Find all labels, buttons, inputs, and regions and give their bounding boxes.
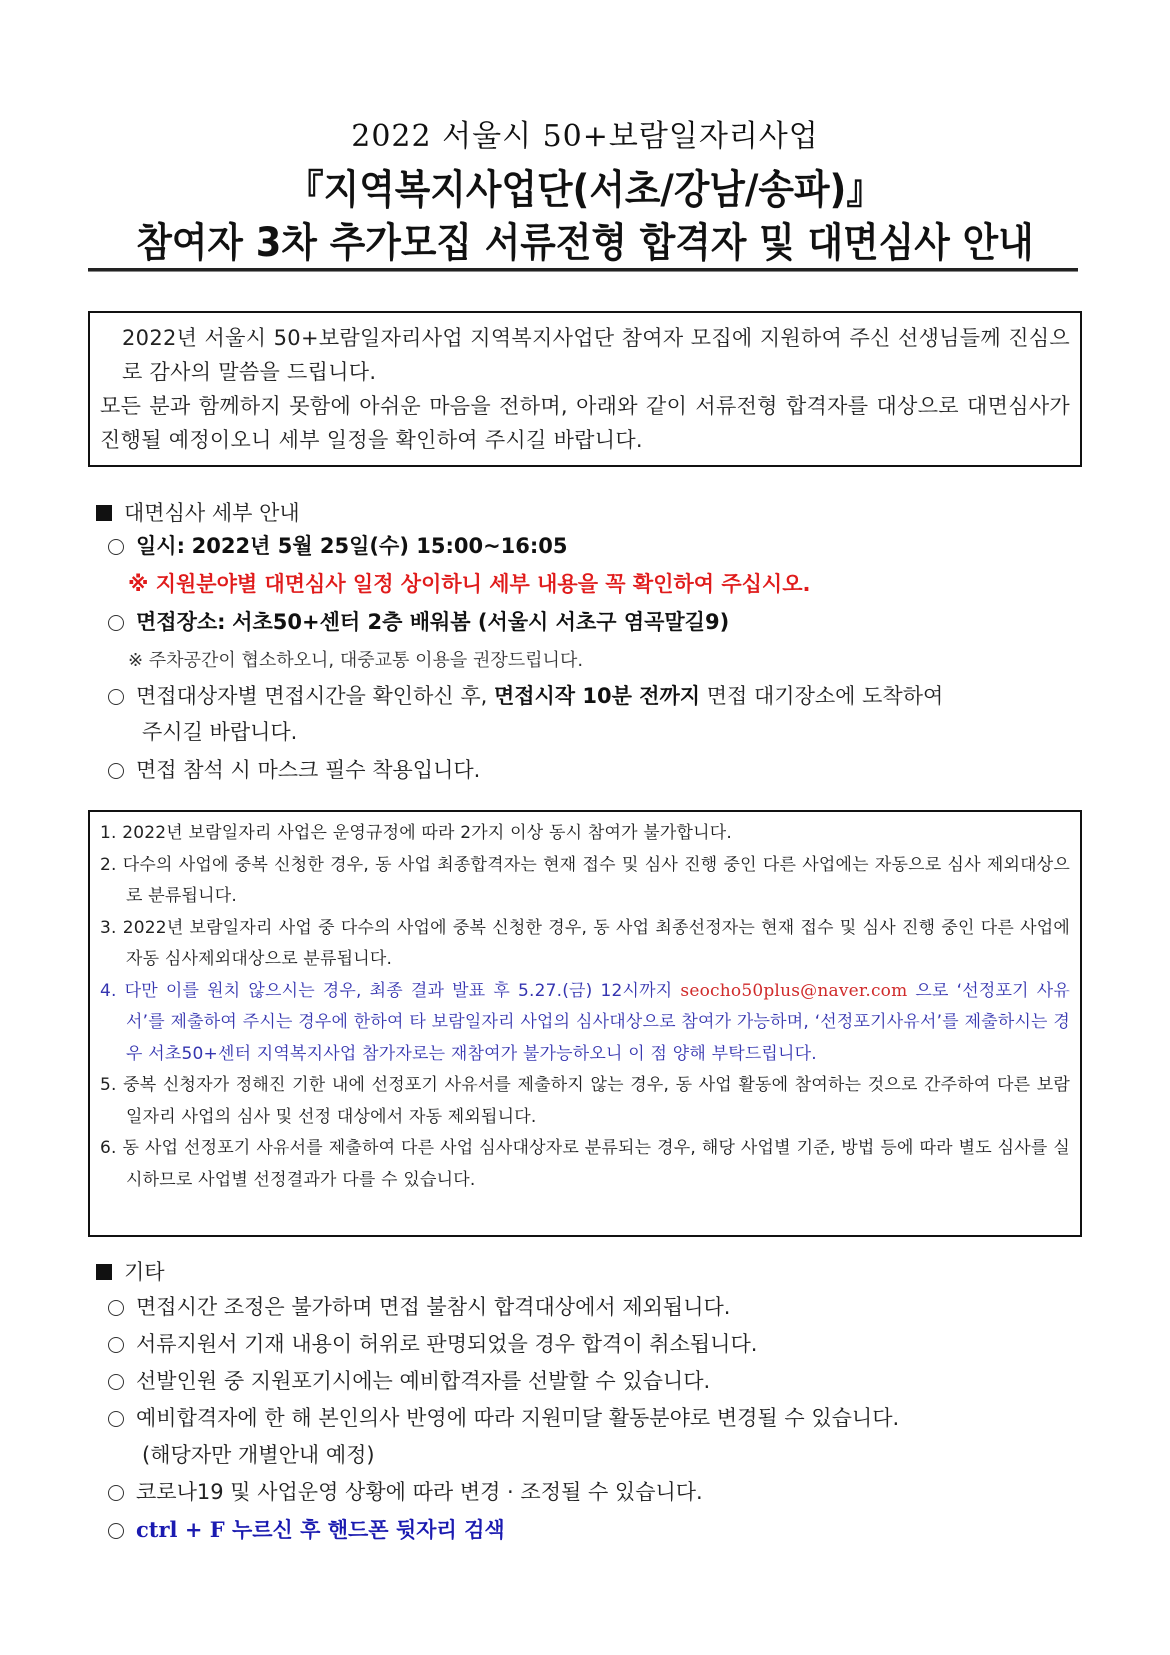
circle-bullet-icon — [108, 763, 124, 779]
notice-item-4: 4. 다만 이를 원치 않으시는 경우, 최종 결과 발표 후 5.27.(금) 12시까지 seocho50plus@naver.com 으로 ‘선정포기 사유서’를 제출하여 주시는 경우에 한하여 타 보람일자리 사업의 심사대상으로 참여가 가능하며, ‘선정포기사유서’를 제출하시는 경우 서초50+센터 지역복지사업 참가자로는 재참여가 불가능하오니 이 점 양해 부탁드립니다. — [100, 980, 1070, 1064]
other-item-4: 예비합격자에 한 해 본인의사 반영에 따라 지원미달 활동분야로 변경될 수 있습니다. — [108, 1400, 1088, 1437]
black-square-bullet-icon — [96, 1264, 112, 1280]
parking-note: ※ 주차공간이 협소하오니, 대중교통 이용을 권장드립니다. — [128, 650, 584, 671]
notice-item-6: 6. 동 사업 선정포기 사유서를 제출하여 다른 사업 심사대상자로 분류되는 경우, 해당 사업별 기준, 방법 등에 따라 별도 심사를 실시하므로 사업별 선정결과가 다를 수 있습니다. — [100, 1138, 1070, 1190]
intro-paragraph-1: 2022년 서울시 50+보람일자리사업 지역복지사업단 참여자 모집에 지원하여 주신 선생님들께 진심으로 감사의 말씀을 드립니다. — [122, 326, 1070, 384]
notice-item-3: 3. 2022년 보람일자리 사업 중 다수의 사업에 중복 신청한 경우, 동 사업 최종선정자는 현재 접수 및 심사 진행 중인 다른 사업에 자동 심사제외대상으로 분류됩니다. — [100, 917, 1070, 969]
date-value: 2022년 5월 25일(수) 15:00~16:05 — [191, 534, 568, 558]
interview-place-item — [108, 604, 1088, 641]
circle-bullet-icon — [108, 1374, 124, 1390]
section-heading-text: 기타 — [124, 1260, 165, 1284]
search-tip-text: ctrl + F 누르신 후 핸드폰 뒷자리 검색 — [136, 1517, 505, 1542]
section-heading-other — [96, 1257, 165, 1287]
contact-email[interactable]: seocho50plus@naver.com — [680, 980, 908, 1001]
title-announcement: 참여자 3차 추가모집 서류전형 합격자 및 대면심사 안내 — [136, 220, 1034, 266]
circle-bullet-icon — [108, 1337, 124, 1353]
notice-item-1: 1. 2022년 보람일자리 사업은 운영규정에 따라 2가지 이상 동시 참여가 불가합니다. — [100, 823, 733, 843]
section-heading-interview — [96, 498, 300, 528]
mask-item: 면접 참석 시 마스크 필수 착용입니다. — [108, 752, 1088, 789]
other-item-3: 선발인원 중 지원포기시에는 예비합격자를 선발할 수 있습니다. — [108, 1363, 1088, 1400]
title-underline — [88, 268, 1078, 272]
arrival-item: 면접대상자별 면접시간을 확인하신 후, 면접시작 10분 전까지 면접 대기장소에 도착하여 — [108, 678, 1088, 715]
place-label: 면접장소: — [136, 610, 226, 634]
notice-item-2: 2. 다수의 사업에 중복 신청한 경우, 동 사업 최종합격자는 현재 접수 및 심사 진행 중인 다른 사업에는 자동으로 심사 제외대상으로 분류됩니다. — [100, 854, 1070, 906]
notice-box — [88, 810, 1082, 1237]
intro-paragraph-2: 모든 분과 함께하지 못함에 아쉬운 마음을 전하며, 아래와 같이 서류전형 합격자를 대상으로 대면심사가 진행될 예정이오니 세부 일정을 확인하여 주시길 바랍니다. — [100, 394, 1070, 452]
title-project-group: 『지역복지사업단(서초/강남/송파)』 — [286, 167, 884, 213]
title-year-program: 2022 서울시 50+보람일자리사업 — [351, 119, 819, 154]
intro-box — [88, 311, 1082, 467]
black-square-bullet-icon — [96, 505, 112, 521]
circle-bullet-icon — [108, 1523, 124, 1539]
circle-bullet-icon — [108, 689, 124, 705]
place-value: 서초50+센터 2층 배워봄 (서울시 서초구 염곡말길9) — [232, 610, 730, 634]
other-item-2: 서류지원서 기재 내용이 허위로 판명되었을 경우 합격이 취소됩니다. — [108, 1326, 1088, 1363]
search-tip-item — [108, 1511, 1088, 1549]
circle-bullet-icon — [108, 615, 124, 631]
arrival-item-continued: 주시길 바랍니다. — [142, 720, 298, 744]
other-item-5: 코로나19 및 사업운영 상황에 따라 변경 · 조정될 수 있습니다. — [108, 1474, 1088, 1511]
other-item-4-continued: (해당자만 개별안내 예정) — [142, 1443, 375, 1467]
notice-list — [100, 818, 1070, 1196]
circle-bullet-icon — [108, 1411, 124, 1427]
circle-bullet-icon — [108, 1300, 124, 1316]
arrival-deadline: 면접시작 10분 전까지 — [493, 684, 701, 708]
other-item-1: 면접시간 조정은 불가하며 면접 불참시 합격대상에서 제외됩니다. — [108, 1289, 1088, 1326]
date-warning: ※ 지원분야별 대면심사 일정 상이하니 세부 내용을 꼭 확인하여 주십시오. — [128, 572, 811, 596]
section-heading-text: 대면심사 세부 안내 — [124, 501, 300, 525]
notice-item-5: 5. 중복 신청자가 정해진 기한 내에 선정포기 사유서를 제출하지 않는 경우, 동 사업 활동에 참여하는 것으로 간주하여 다른 보람일자리 사업의 심사 및 선정 대상에서 자동 제외됩니다. — [100, 1075, 1070, 1127]
circle-bullet-icon — [108, 1485, 124, 1501]
date-label: 일시: — [136, 534, 185, 558]
interview-date-item — [108, 528, 1088, 565]
circle-bullet-icon — [108, 539, 124, 555]
